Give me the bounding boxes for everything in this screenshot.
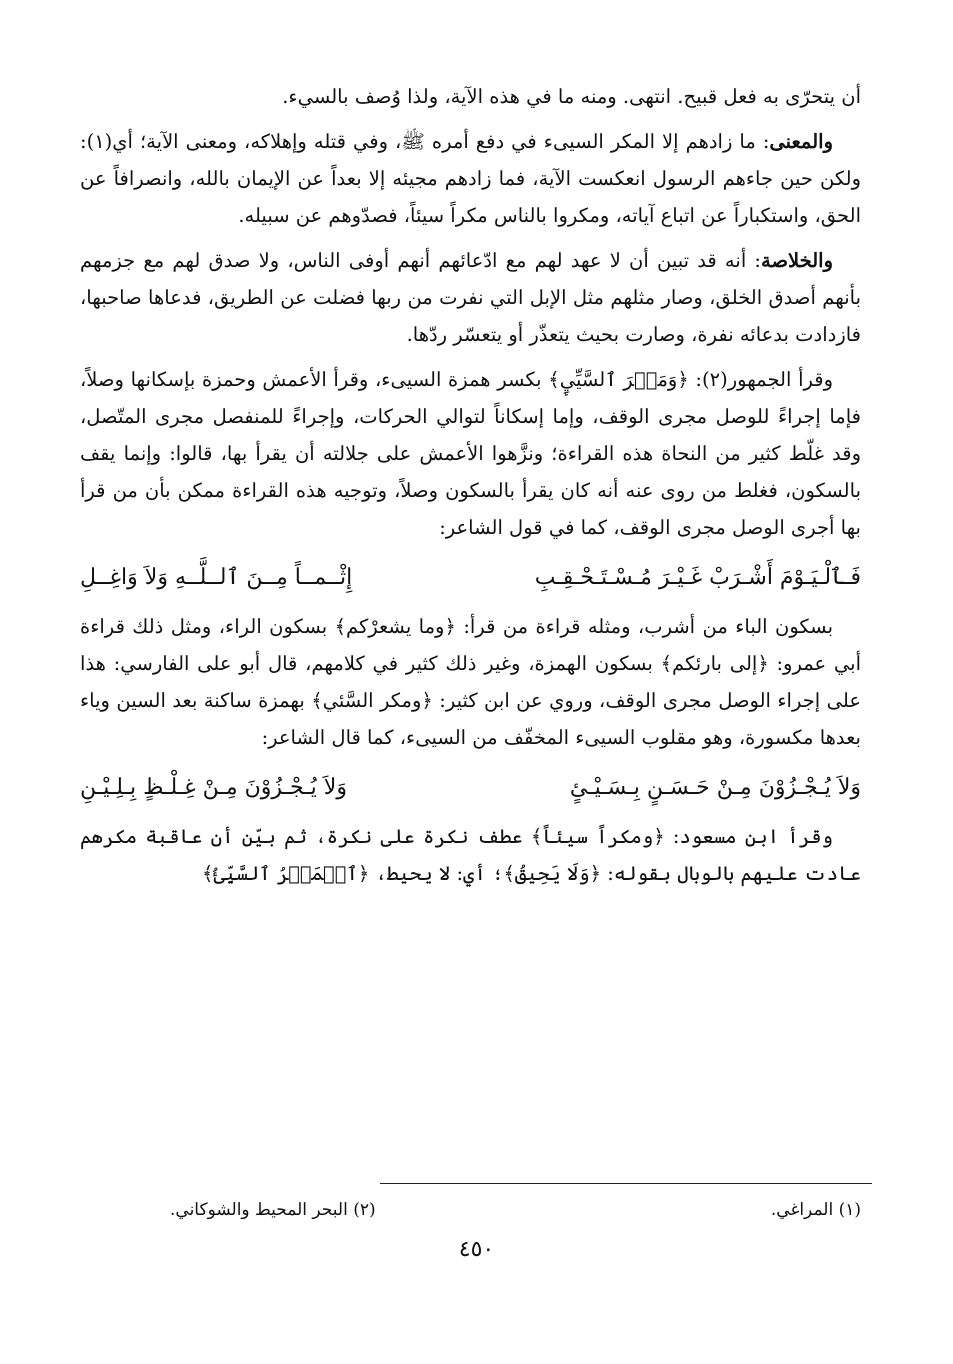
verse-1-second-hemistich: إِثْــمــاً مِــنَ ٱلــلَّــهِ وَلاَ وَاغِــلِ — [80, 565, 353, 590]
footnote-divider — [380, 1183, 872, 1184]
meaning-heading: والمعنى — [769, 130, 833, 153]
summary-heading: والخلاصة — [760, 249, 833, 272]
paragraph-explanation: بسكون الباء من أشرب، ومثله قراءة من قرأ: ﴿وما يشعرْكم﴾ بسكون الراء، ومثل ذلك قراءة أبي عمرو: ﴿إلى بارئكم﴾ بسكون الهمزة، وغير ذلك كثير في كلامهم، قال أبو على الفارسي: هذا على إجراء الوصل مجرى الوقف، وروي عن ابن كثير: ﴿ومكر السَّئي﴾ بهمزة ساكنة بعد السين وياء بعدها مكسورة، وهو مقلوب السيىء المخفّف من السيىء، كما قال الشاعر: — [80, 615, 861, 749]
poetry-verse-1 — [80, 554, 861, 602]
meaning-text: : ما زادهم إلا المكر السيىء في دفع أمره ﷺ، وفي قتله وإهلاكه، ومعنى الآية؛ أي(١): ولكن حين جاءهم الرسول انعكست الآية، فما زادهم مجيئه إلا بعداً عن الإيمان بالله، وانصرافاً عن الحق، واستكباراً عن اتباع آياته، ومكروا بالناس مكراً سيئاً، فصدّوهم عن سبيله. — [80, 130, 861, 227]
verse-1-first-hemistich: فَـٱلْـيَـوْمَ أَشْـرَبْ غَـيْـرَ مُـسْـتَـحْـقِـبِ — [534, 565, 861, 590]
page-body — [80, 78, 861, 1364]
paragraph-1: أن يتحرّى به فعل قبيح. انتهى. ومنه ما في هذه الآية، ولذا وُصف بالسيء. — [282, 85, 861, 108]
summary-text: : أنه قد تبين أن لا عهد لهم مع ادّعائهم أنهم أوفى الناس، ولا صدق لهم مع جزمهم بأنهم أصدق الخلق، وصار مثلهم مثل الإبل التي نفرت من ربها فضلت عن الطريق، فدعاها صاحبها، فازدادت بدعائه نفرة، وصارت بحيث يتعذّر أو يتعسّر ردّها. — [80, 249, 861, 346]
footnote-2: (٢) البحر المحيط والشوكاني. — [170, 1200, 376, 1220]
verse-2-second-hemistich: وَلاَ يُـجْـزُوْنَ مِـنْ غِـلْـظٍ بِـلِـيْـنِ — [80, 775, 347, 800]
paragraph-ibn-masud: وقرأ ابن مسعود: ﴿ومكراً سيئاً﴾ عطف نكرة على نكرة، ثم بيّن أن عاقبة مكرهم عادت عليهم بالوبال بقوله: ﴿وَلَا يَحِيقُ﴾؛ أي: لا يحيط، ﴿ٱلۡمَكۡرُ ٱلسَّيِّئُ﴾ — [80, 825, 861, 885]
footnote-1: (١) المراغي. — [770, 1200, 861, 1220]
footnotes — [170, 1200, 861, 1220]
poetry-verse-2 — [80, 764, 861, 812]
page-number: ٤٥٠ — [458, 1237, 495, 1262]
paragraph-meaning — [80, 123, 861, 234]
paragraph-summary — [80, 242, 861, 353]
verse-2-first-hemistich: وَلاَ يُـجْـزُوْنَ مِـنْ حَـسَـنٍ بِـسَـيْـئٍ — [569, 775, 861, 800]
paragraph-readings: وقرأ الجمهور(٢): ﴿وَمَكۡرَ ٱلسَّيِّيِٕ﴾ بكسر همزة السيىء، وقرأ الأعمش وحمزة بإسكانها وصلاً، فإما إجراءً للوصل مجرى الوقف، وإما إسكاناً لتوالي الحركات، وإجراءً للمنفصل مجرى المتّصل، وقد غلّط كثير من النحاة هذه القراءة؛ ونزَّهوا الأعمش على جلالته أن يقرأ بها، قالوا: وإنما يقف بالسكون، فغلط من روى عنه أنه كان يقرأ بالسكون وصلاً، وتوجيه هذه القراءة ممكن بأن من قرأ بها أجرى الوصل مجرى الوقف، كما في قول الشاعر: — [80, 368, 861, 539]
